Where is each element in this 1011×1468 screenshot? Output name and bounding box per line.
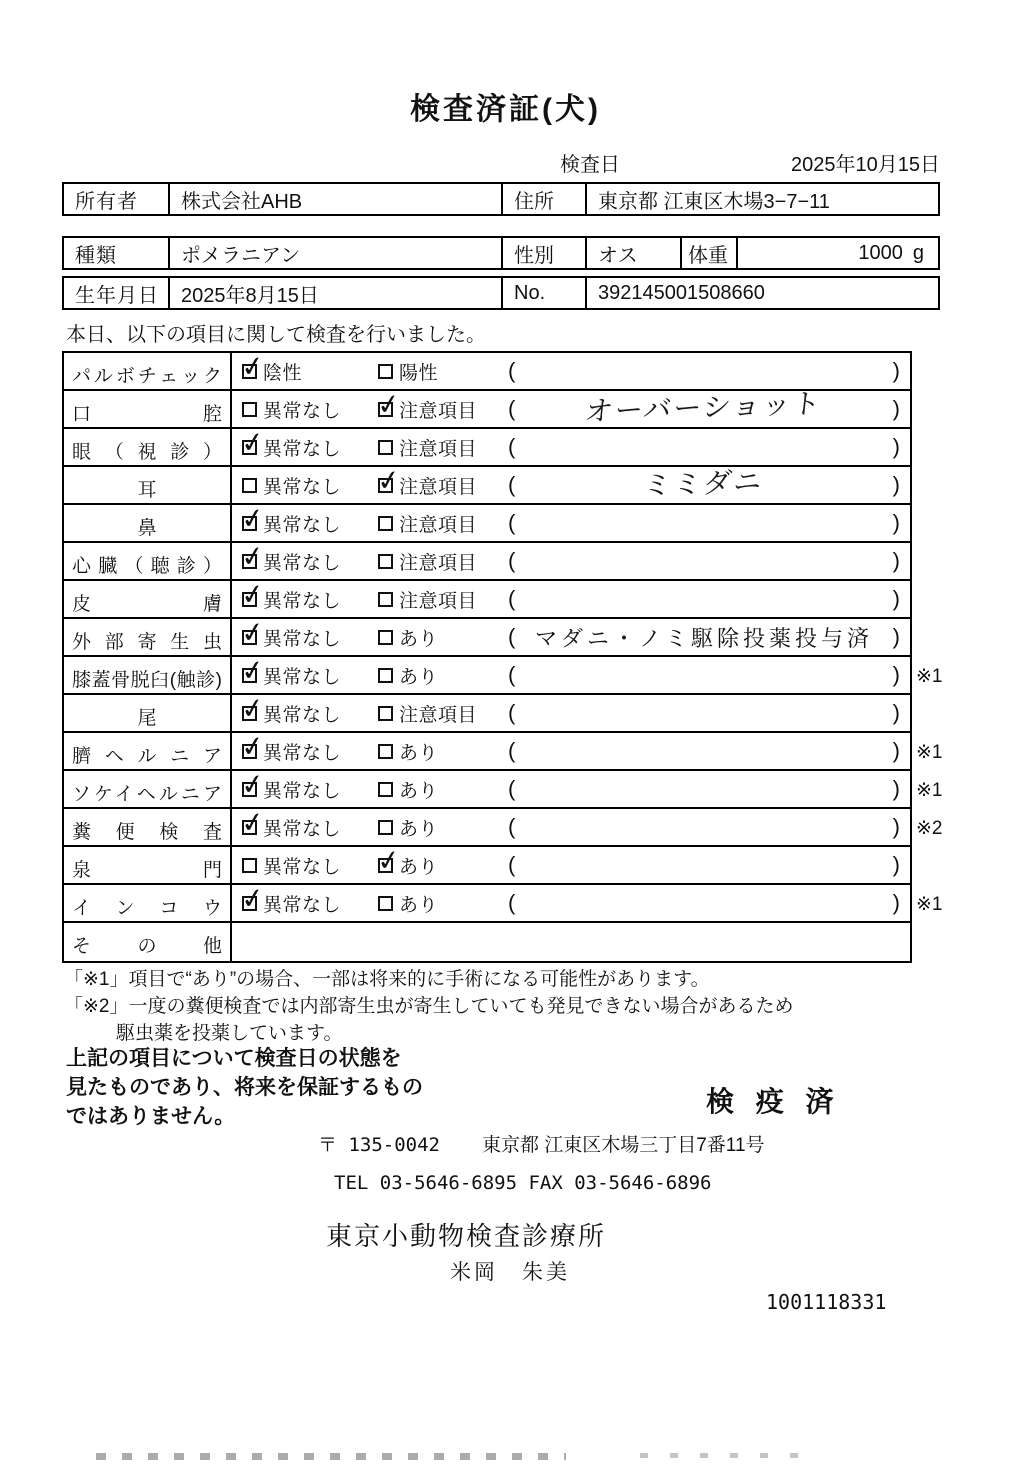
option-label: 異常なし	[263, 780, 342, 802]
checkbox-opt1[interactable]	[242, 668, 257, 683]
table-row	[64, 387, 910, 429]
exam-option-1	[242, 434, 378, 461]
option-label: 注意項目	[399, 514, 478, 536]
option-label: あり	[399, 818, 439, 840]
exam-option-1	[242, 472, 378, 499]
checkbox-opt2[interactable]	[378, 592, 393, 607]
option-label: 注意項目	[399, 400, 478, 422]
table-row	[64, 771, 943, 809]
exam-item-body	[232, 543, 910, 579]
option-label: 異常なし	[263, 400, 342, 422]
checkbox-opt1[interactable]	[242, 402, 257, 417]
footnote-mark: ※1	[916, 894, 943, 915]
checkbox-opt2[interactable]	[378, 820, 393, 835]
clinic-name: 東京小動物検査診療所	[326, 1221, 607, 1251]
option-label: 異常なし	[263, 514, 342, 536]
table-row	[64, 733, 943, 771]
exam-option-1	[242, 738, 378, 765]
paren-open-icon: (	[508, 700, 516, 725]
exam-item-label: 膝蓋骨脱臼(触診)	[64, 657, 232, 693]
exam-note-handwritten: オーバーショット	[583, 387, 825, 428]
exam-note-handwritten: ミミダニ	[642, 465, 766, 502]
weight-label: 体重	[680, 238, 736, 268]
paren-close-icon: )	[892, 814, 900, 839]
exam-item-label: 耳	[64, 467, 232, 503]
disclaimer-line-2: 見たものであり、将来を保証するもの	[66, 1076, 423, 1099]
option-label: 異常なし	[263, 666, 342, 688]
exam-option-1	[242, 852, 378, 879]
exam-item-body	[232, 885, 910, 921]
checkbox-opt2[interactable]	[378, 554, 393, 569]
exam-item-body	[232, 581, 910, 617]
checkbox-opt1[interactable]	[242, 516, 257, 531]
option-label: 異常なし	[263, 552, 342, 574]
footnote-mark: ※1	[916, 780, 943, 801]
checkbox-opt1[interactable]	[242, 592, 257, 607]
table-row	[64, 619, 910, 657]
exam-item-body	[232, 467, 910, 503]
quarantine-stamp: 検 疫 済	[706, 1086, 841, 1117]
footnote-mark: ※2	[916, 818, 943, 839]
paren-close-icon: )	[892, 548, 900, 573]
table-row	[64, 695, 910, 733]
exam-option-1	[242, 510, 378, 537]
sex-value: オス	[585, 238, 680, 268]
paren-open-icon: (	[508, 890, 516, 915]
address-value: 東京都 江東区木場3−7−11	[585, 184, 938, 214]
checkbox-opt1[interactable]	[242, 440, 257, 455]
exam-note-printed: マダニ・ノミ駆除投薬投与済	[534, 625, 873, 651]
breed-value: ポメラニアン	[168, 238, 501, 268]
exam-option-2	[378, 396, 508, 423]
exam-item-label: 外部寄生虫	[64, 619, 232, 655]
option-label: あり	[399, 780, 439, 802]
owner-value: 株式会社AHB	[168, 184, 501, 214]
option-label: 注意項目	[399, 476, 478, 498]
checkbox-opt1[interactable]	[242, 782, 257, 797]
table-row	[64, 847, 910, 885]
disclaimer	[66, 1044, 423, 1131]
paren-open-icon: (	[508, 510, 516, 535]
footnote-1: 「※1」項目で“あり”の場合、一部は将来的に手術になる可能性があります。	[64, 969, 710, 990]
exam-item-label: 眼（視診）	[64, 429, 232, 465]
exam-option-2	[378, 890, 508, 917]
owner-label: 所有者	[75, 190, 138, 213]
checkbox-opt2[interactable]	[378, 668, 393, 683]
weight-unit: g	[912, 241, 924, 264]
birth-value: 2025年8月15日	[168, 278, 501, 308]
exam-option-1	[242, 662, 378, 689]
exam-item-body	[232, 695, 910, 731]
table-row	[64, 581, 910, 619]
checkbox-opt1[interactable]	[242, 858, 257, 873]
exam-option-2	[378, 738, 508, 765]
exam-option-1	[242, 890, 378, 917]
birth-label: 生年月日	[75, 284, 159, 307]
exam-option-1	[242, 396, 378, 423]
exam-item-body	[232, 387, 910, 428]
exam-table	[62, 351, 943, 963]
intro-text: 本日、以下の項目に関して検査を行いました。	[66, 324, 486, 346]
option-label: 異常なし	[263, 438, 342, 460]
postal-code: 〒 135-0042	[318, 1134, 440, 1156]
exam-option-1	[242, 358, 378, 385]
option-label: 陽性	[399, 362, 439, 384]
paren-close-icon: )	[892, 852, 900, 877]
exam-option-2	[378, 662, 508, 689]
option-label: 異常なし	[263, 628, 342, 650]
checkbox-opt2[interactable]	[378, 440, 393, 455]
exam-item-label: その他	[64, 923, 232, 961]
table-row	[64, 505, 910, 543]
exam-option-2	[378, 434, 508, 461]
option-label: 異常なし	[263, 590, 342, 612]
exam-item-label: 糞便検査	[64, 809, 232, 845]
exam-option-2	[378, 472, 508, 499]
option-label: 注意項目	[399, 704, 478, 726]
option-label: 注意項目	[399, 552, 478, 574]
paren-open-icon: (	[508, 814, 516, 839]
checkbox-opt2[interactable]	[378, 782, 393, 797]
paren-close-icon: )	[892, 358, 900, 383]
paren-close-icon: )	[892, 624, 900, 649]
exam-item-body	[232, 923, 910, 961]
exam-option-2	[378, 586, 508, 613]
table-row	[64, 885, 943, 923]
address-label: 住所	[501, 184, 585, 214]
footnote-mark: ※1	[916, 666, 943, 687]
disclaimer-line-3: ではありません。	[66, 1105, 236, 1128]
exam-option-1	[242, 700, 378, 727]
exam-option-2	[378, 510, 508, 537]
footnote-2: 「※2」一度の糞便検査では内部寄生虫が寄生していても発見できない場合があるため	[64, 996, 794, 1017]
paren-close-icon: )	[892, 510, 900, 535]
clinic-address-row	[318, 1130, 765, 1157]
paren-close-icon: )	[892, 586, 900, 611]
footnote-mark: ※1	[916, 742, 943, 763]
checkbox-opt1[interactable]	[242, 364, 257, 379]
option-label: 異常なし	[263, 856, 342, 878]
paren-open-icon: (	[508, 662, 516, 687]
exam-option-1	[242, 814, 378, 841]
checkbox-opt2[interactable]	[378, 744, 393, 759]
checkbox-opt2[interactable]	[378, 516, 393, 531]
option-label: あり	[399, 628, 439, 650]
exam-option-2	[378, 776, 508, 803]
option-label: 注意項目	[399, 438, 478, 460]
exam-option-2	[378, 548, 508, 575]
tel-fax: TEL 03-5646-6895 FAX 03-5646-6896	[334, 1172, 712, 1194]
breed-label: 種類	[75, 244, 117, 267]
checkbox-opt1[interactable]	[242, 820, 257, 835]
exam-option-1	[242, 586, 378, 613]
exam-item-label: 臍ヘルニア	[64, 733, 232, 769]
exam-item-body	[232, 657, 910, 693]
footnotes	[64, 966, 964, 1047]
checkbox-opt1[interactable]	[242, 706, 257, 721]
table-row	[64, 467, 910, 505]
table-row	[64, 923, 910, 961]
checkbox-opt1[interactable]	[242, 630, 257, 645]
exam-item-label: ソケイヘルニア	[64, 771, 232, 807]
paren-open-icon: (	[508, 738, 516, 763]
paren-open-icon: (	[508, 852, 516, 877]
exam-option-1	[242, 624, 378, 651]
checkbox-opt1[interactable]	[242, 554, 257, 569]
checkbox-opt1[interactable]	[242, 744, 257, 759]
checkbox-opt2[interactable]	[378, 896, 393, 911]
exam-item-label: パルボチェック	[64, 353, 232, 389]
scan-artifact	[96, 1453, 566, 1460]
weight-cell	[736, 238, 938, 268]
no-label: No.	[501, 278, 585, 308]
paren-open-icon: (	[508, 396, 516, 421]
paren-close-icon: )	[892, 738, 900, 763]
checkbox-opt1[interactable]	[242, 478, 257, 493]
exam-option-2	[378, 700, 508, 727]
checkbox-opt1[interactable]	[242, 896, 257, 911]
paren-close-icon: )	[892, 396, 900, 421]
table-row	[64, 657, 943, 695]
exam-option-2	[378, 814, 508, 841]
veterinarian-name: 米岡 朱美	[450, 1261, 570, 1284]
exam-item-label: 尾	[64, 695, 232, 731]
paren-open-icon: (	[508, 776, 516, 801]
exam-item-label: インコウ	[64, 885, 232, 921]
checkbox-opt2[interactable]	[378, 402, 393, 417]
checkbox-opt2[interactable]	[378, 478, 393, 493]
paren-open-icon: (	[508, 624, 516, 649]
page-title: 検査済証(犬)	[410, 93, 601, 126]
option-label: 異常なし	[263, 742, 342, 764]
paren-close-icon: )	[892, 434, 900, 459]
exam-item-label: 鼻	[64, 505, 232, 541]
inspection-date-value: 2025年10月15日	[791, 154, 940, 176]
clinic-address: 東京都 江東区木場三丁目7番11号	[481, 1135, 765, 1156]
inspection-date-label: 検査日	[560, 154, 620, 176]
checkbox-opt2[interactable]	[378, 706, 393, 721]
exam-option-2	[378, 358, 508, 385]
option-label: 陰性	[263, 362, 303, 384]
exam-item-label: 口腔	[64, 391, 232, 427]
checkbox-opt2[interactable]	[378, 630, 393, 645]
weight-value: 1000	[858, 241, 903, 264]
exam-item-label: 心臓（聴診）	[64, 543, 232, 579]
exam-option-1	[242, 776, 378, 803]
paren-open-icon: (	[508, 472, 516, 497]
checkbox-opt2[interactable]	[378, 858, 393, 873]
paren-open-icon: (	[508, 358, 516, 383]
scan-artifact	[640, 1453, 820, 1458]
breed-row	[62, 236, 940, 270]
option-label: あり	[399, 742, 439, 764]
table-row	[64, 809, 943, 847]
exam-option-1	[242, 548, 378, 575]
exam-item-body	[232, 771, 910, 807]
serial-number: 1001118331	[766, 1290, 887, 1314]
exam-option-2	[378, 624, 508, 651]
exam-item-body	[232, 847, 910, 883]
paren-close-icon: )	[892, 472, 900, 497]
option-label: 異常なし	[263, 894, 342, 916]
owner-row	[62, 182, 940, 216]
sex-label: 性別	[501, 238, 585, 268]
exam-item-label: 泉門	[64, 847, 232, 883]
exam-option-2	[378, 852, 508, 879]
paren-open-icon: (	[508, 434, 516, 459]
option-label: あり	[399, 666, 439, 688]
disclaimer-line-1: 上記の項目について検査日の状態を	[66, 1047, 402, 1070]
exam-item-body	[232, 619, 910, 655]
paren-close-icon: )	[892, 776, 900, 801]
footnote-2-continued: 駆虫薬を投薬しています。	[116, 1023, 343, 1044]
option-label: 異常なし	[263, 818, 342, 840]
exam-item-body	[232, 809, 910, 845]
option-label: 異常なし	[263, 476, 342, 498]
paren-open-icon: (	[508, 548, 516, 573]
paren-open-icon: (	[508, 586, 516, 611]
checkbox-opt2[interactable]	[378, 364, 393, 379]
birth-row	[62, 276, 940, 310]
exam-item-body	[232, 505, 910, 541]
option-label: あり	[399, 894, 439, 916]
paren-close-icon: )	[892, 662, 900, 687]
option-label: 異常なし	[263, 704, 342, 726]
paren-close-icon: )	[892, 890, 900, 915]
inspection-date-row	[560, 148, 940, 177]
exam-item-body	[232, 733, 910, 769]
no-value: 392145001508660	[585, 278, 938, 308]
exam-item-label: 皮膚	[64, 581, 232, 617]
paren-close-icon: )	[892, 700, 900, 725]
option-label: あり	[399, 856, 439, 878]
option-label: 注意項目	[399, 590, 478, 612]
table-row	[64, 543, 910, 581]
